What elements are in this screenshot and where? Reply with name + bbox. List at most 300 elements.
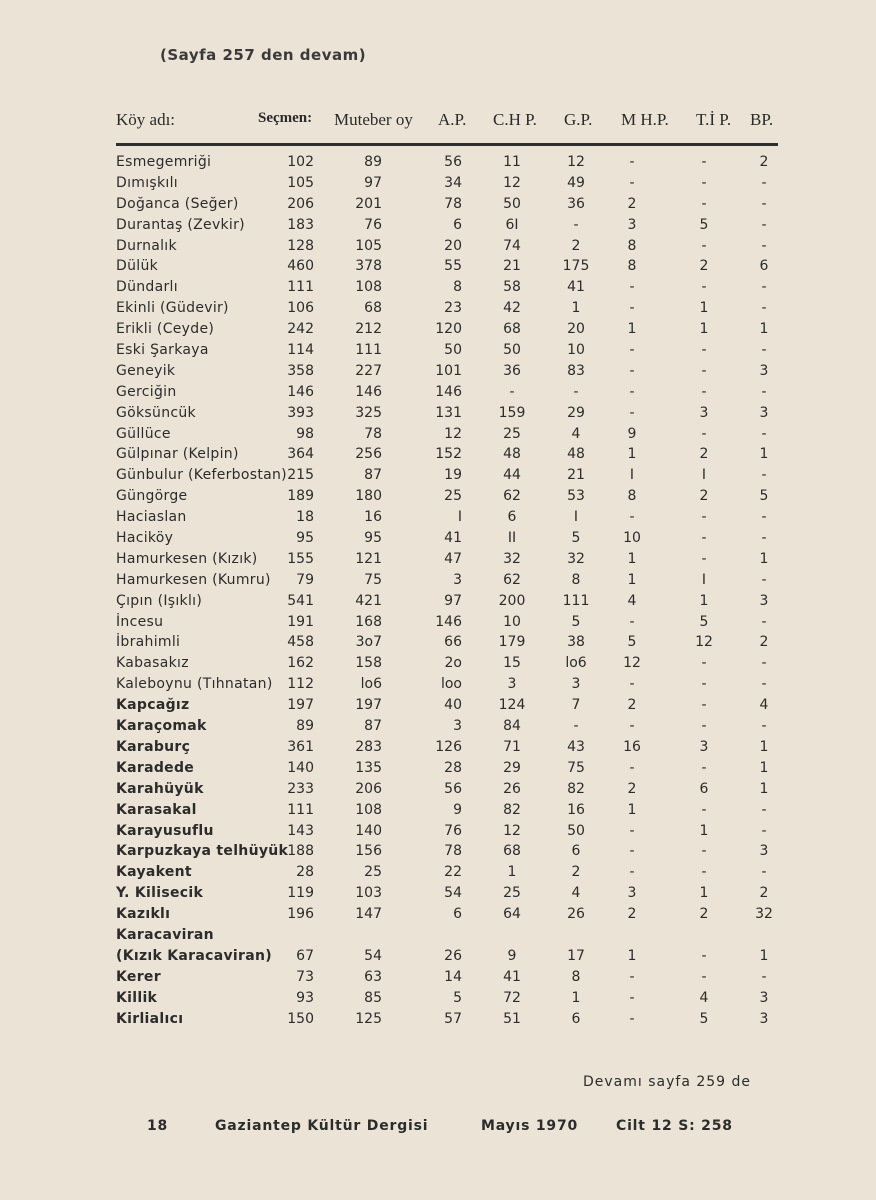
- cell-valid-votes: 108: [355, 801, 382, 818]
- table-row: [0, 361, 876, 382]
- cell-ap: 76: [444, 822, 462, 839]
- cell-gp: 2: [571, 237, 581, 254]
- cell-gp: 6: [571, 843, 581, 860]
- cell-gp: 2: [571, 864, 581, 881]
- village-name: Erikli (Ceyde): [116, 321, 215, 338]
- table-row: [0, 904, 876, 925]
- cell-tip: 1: [699, 321, 709, 338]
- cell-chp: -: [509, 383, 515, 400]
- cell-voters: 98: [296, 425, 314, 442]
- table-row: [0, 862, 876, 883]
- cell-mhp: -: [629, 759, 635, 776]
- cell-mhp: -: [629, 989, 635, 1006]
- cell-voters: 393: [287, 404, 314, 421]
- cell-bp: -: [761, 676, 767, 693]
- cell-mhp: 3: [627, 885, 637, 902]
- cell-ap: 6: [453, 906, 462, 923]
- cell-chp: 3: [507, 676, 517, 693]
- cell-ap: 20: [444, 237, 462, 254]
- cell-mhp: I: [629, 467, 635, 484]
- cell-bp: 5: [759, 488, 769, 505]
- cell-tip: -: [701, 154, 707, 170]
- cell-valid-votes: 140: [355, 822, 382, 839]
- cell-ap: 12: [444, 425, 462, 442]
- cell-gp: -: [573, 383, 579, 400]
- cell-mhp: -: [629, 613, 635, 630]
- cell-chp: 51: [503, 1010, 521, 1027]
- cell-tip: 2: [699, 258, 709, 275]
- cell-mhp: 8: [627, 237, 637, 254]
- header-tip: T.İ P.: [696, 110, 732, 129]
- village-name: Kapcağız: [116, 697, 190, 714]
- cell-ap: 19: [444, 467, 462, 484]
- cell-ap: 126: [435, 738, 462, 755]
- cell-mhp: 8: [627, 258, 637, 275]
- cell-bp: -: [761, 195, 767, 212]
- village-name: Karayusuflu: [116, 822, 214, 839]
- cell-bp: 1: [759, 550, 769, 567]
- header-ap: A.P.: [438, 110, 467, 129]
- cell-voters: 111: [287, 801, 314, 818]
- cell-gp: 49: [567, 174, 585, 191]
- cell-chp: 6: [507, 509, 517, 526]
- cell-chp: 71: [503, 738, 521, 755]
- cell-gp: 1: [571, 989, 581, 1006]
- cell-gp: 83: [567, 362, 585, 379]
- cell-bp: 3: [759, 362, 769, 379]
- cell-mhp: -: [629, 342, 635, 359]
- cell-voters: 18: [296, 509, 314, 526]
- cell-chp: 74: [503, 237, 521, 254]
- cell-voters: 191: [287, 613, 314, 630]
- cell-gp: 7: [571, 697, 581, 714]
- table-row: [0, 277, 876, 298]
- table-row: [0, 883, 876, 904]
- cell-gp: 8: [571, 968, 581, 985]
- cell-bp: 3: [759, 592, 769, 609]
- cell-valid-votes: 135: [355, 759, 382, 776]
- cell-voters: 28: [296, 864, 314, 881]
- cell-mhp: 1: [627, 321, 637, 338]
- cell-mhp: 1: [627, 571, 637, 588]
- cell-bp: -: [761, 530, 767, 547]
- cell-ap: 22: [444, 864, 462, 881]
- cell-bp: 1: [759, 738, 769, 755]
- cell-tip: -: [701, 195, 707, 212]
- cell-gp: 20: [567, 321, 585, 338]
- cell-chp: 44: [503, 467, 521, 484]
- cell-ap: 78: [444, 195, 462, 212]
- cell-tip: -: [701, 655, 707, 672]
- cell-tip: -: [701, 697, 707, 714]
- cell-tip: 4: [699, 989, 709, 1006]
- cell-voters: 102: [287, 154, 314, 170]
- cell-ap: 55: [444, 258, 462, 275]
- table-row: [0, 570, 876, 591]
- cell-gp: 21: [567, 467, 585, 484]
- village-name: Eski Şarkaya: [116, 342, 209, 359]
- cell-chp: 68: [503, 843, 521, 860]
- cell-gp: 50: [567, 822, 585, 839]
- village-name: Hamurkesen (Kızık): [116, 550, 258, 567]
- village-name: Dündarlı: [116, 279, 178, 296]
- cell-voters: 364: [287, 446, 314, 463]
- table-row: [0, 152, 876, 173]
- table-row: [0, 1009, 876, 1030]
- volume-info: Cilt 12 S: 258: [616, 1118, 733, 1134]
- cell-ap: 9: [453, 801, 462, 818]
- cell-bp: 3: [759, 989, 769, 1006]
- table-row: [0, 779, 876, 800]
- cell-chp: 200: [498, 592, 526, 609]
- cell-tip: -: [701, 362, 707, 379]
- cell-valid-votes: 95: [364, 530, 382, 547]
- cell-chp: 50: [503, 195, 521, 212]
- cell-chp: 68: [503, 321, 521, 338]
- cell-valid-votes: lo6: [360, 676, 382, 693]
- cell-gp: 4: [571, 425, 581, 442]
- cell-gp: 48: [567, 446, 585, 463]
- cell-voters: 458: [287, 634, 314, 651]
- cell-mhp: -: [629, 864, 635, 881]
- cell-ap: 101: [435, 362, 462, 379]
- cell-mhp: 2: [627, 195, 637, 212]
- cell-tip: -: [701, 342, 707, 359]
- cell-gp: 41: [567, 279, 585, 296]
- cell-valid-votes: 105: [355, 237, 382, 254]
- cell-gp: 36: [567, 195, 585, 212]
- cell-valid-votes: 147: [355, 906, 382, 923]
- cell-valid-votes: 108: [355, 279, 382, 296]
- cell-tip: I: [701, 467, 707, 484]
- cell-valid-votes: 76: [364, 216, 382, 233]
- cell-valid-votes: 111: [355, 342, 382, 359]
- cell-mhp: 4: [627, 592, 637, 609]
- cell-mhp: -: [629, 174, 635, 191]
- cell-voters: 233: [287, 780, 314, 797]
- table-row: [0, 653, 876, 674]
- cell-voters: 215: [287, 467, 314, 484]
- cell-mhp: 10: [623, 530, 641, 547]
- cell-tip: -: [701, 383, 707, 400]
- cell-ap: 5: [453, 989, 462, 1006]
- village-name: İncesu: [116, 613, 164, 630]
- cell-tip: -: [701, 425, 707, 442]
- cell-tip: -: [701, 718, 707, 735]
- cell-bp: -: [761, 571, 767, 588]
- cell-tip: 5: [699, 216, 709, 233]
- cell-gp: I: [573, 509, 579, 526]
- header-rule: [116, 143, 778, 146]
- village-name: Kazıklı: [116, 906, 171, 923]
- cell-chp: 25: [503, 425, 521, 442]
- cell-valid-votes: 68: [364, 300, 382, 317]
- cell-bp: -: [761, 822, 767, 839]
- cell-bp: 1: [759, 321, 769, 338]
- table-row: [0, 486, 876, 507]
- cell-gp: 1: [571, 300, 581, 317]
- village-name: Kirlialıcı: [116, 1010, 184, 1027]
- table-row: [0, 674, 876, 695]
- table-row: [0, 695, 876, 716]
- cell-ap: 3: [453, 571, 462, 588]
- cell-bp: 1: [759, 780, 769, 797]
- table-row: [0, 319, 876, 340]
- cell-valid-votes: 25: [364, 864, 382, 881]
- cell-valid-votes: 103: [355, 885, 382, 902]
- cell-gp: 29: [567, 404, 585, 421]
- village-name: Kaleboynu (Tıhnatan): [116, 676, 273, 693]
- village-name: Karpuzkaya telhüyük: [116, 843, 289, 860]
- cell-bp: 32: [755, 906, 773, 923]
- cell-mhp: -: [629, 822, 635, 839]
- journal-title: Gaziantep Kültür Dergisi: [215, 1118, 429, 1134]
- cell-ap: 78: [444, 843, 462, 860]
- cell-tip: -: [701, 947, 707, 964]
- cell-tip: -: [701, 968, 707, 985]
- table-row: [0, 173, 876, 194]
- cell-bp: -: [761, 968, 767, 985]
- cell-valid-votes: 158: [355, 655, 382, 672]
- header-voters: Seçmen:: [258, 110, 313, 126]
- cell-bp: 4: [759, 697, 769, 714]
- cell-valid-votes: 283: [355, 738, 382, 755]
- cell-gp: 175: [562, 258, 590, 275]
- cell-chp: 12: [503, 174, 521, 191]
- cell-tip: I: [701, 571, 707, 588]
- village-name: Haciköy: [116, 530, 174, 547]
- cell-gp: -: [573, 216, 579, 233]
- cell-ap: 97: [444, 592, 462, 609]
- cell-bp: -: [761, 509, 767, 526]
- cell-mhp: 8: [627, 488, 637, 505]
- village-name: Durnalık: [116, 237, 177, 254]
- table-row: [0, 821, 876, 842]
- cell-mhp: -: [629, 300, 635, 317]
- cell-gp: 75: [567, 759, 585, 776]
- village-name: Kabasakız: [116, 655, 189, 672]
- cell-ap: 57: [444, 1010, 462, 1027]
- cell-mhp: -: [629, 1010, 635, 1027]
- cell-voters: 541: [287, 592, 314, 609]
- cell-ap: I: [457, 509, 462, 526]
- cell-gp: 43: [567, 738, 585, 755]
- cell-tip: -: [701, 864, 707, 881]
- table-row: [0, 340, 876, 361]
- village-name: Güngörge: [116, 488, 188, 505]
- cell-voters: 162: [287, 655, 314, 672]
- cell-mhp: -: [629, 279, 635, 296]
- cell-voters: 358: [287, 362, 314, 379]
- village-name: Karaburç: [116, 738, 191, 755]
- cell-ap: 152: [435, 446, 462, 463]
- cell-bp: 2: [759, 634, 769, 651]
- cell-voters: 73: [296, 968, 314, 985]
- cell-mhp: -: [629, 509, 635, 526]
- cell-gp: 53: [567, 488, 585, 505]
- cell-valid-votes: 63: [364, 968, 382, 985]
- cell-voters: 242: [287, 321, 314, 338]
- cell-valid-votes: 180: [355, 488, 382, 505]
- cell-valid-votes: 87: [364, 467, 382, 484]
- village-name: Ekinli (Güdevir): [116, 300, 229, 317]
- cell-bp: -: [761, 342, 767, 359]
- village-name: Kayakent: [116, 864, 192, 881]
- village-name: (Kızık Karacaviran): [116, 947, 272, 964]
- cell-voters: 143: [287, 822, 314, 839]
- cell-gp: 3: [571, 676, 581, 693]
- village-name: Hamurkesen (Kumru): [116, 571, 271, 588]
- village-name: Gülpınar (Kelpin): [116, 446, 239, 463]
- table-row: [0, 194, 876, 215]
- cell-ap: 28: [444, 759, 462, 776]
- cell-chp: 11: [503, 154, 521, 170]
- table-row: [0, 967, 876, 988]
- cell-bp: -: [761, 383, 767, 400]
- cell-ap: 66: [444, 634, 462, 651]
- cell-tip: -: [701, 237, 707, 254]
- cell-ap: 6: [453, 216, 462, 233]
- cell-valid-votes: 421: [355, 592, 382, 609]
- cell-mhp: -: [629, 676, 635, 693]
- cell-gp: 10: [567, 342, 585, 359]
- village-name: Karasakal: [116, 801, 197, 818]
- cell-voters: 67: [296, 947, 314, 964]
- cell-tip: -: [701, 843, 707, 860]
- cell-valid-votes: 256: [355, 446, 382, 463]
- cell-chp: 72: [503, 989, 521, 1006]
- village-name: Geneyik: [116, 362, 176, 379]
- cell-gp: 26: [567, 906, 585, 923]
- cell-gp: 4: [571, 885, 581, 902]
- village-name: Kerer: [116, 968, 161, 985]
- cell-voters: 150: [287, 1010, 314, 1027]
- cell-voters: 93: [296, 989, 314, 1006]
- cell-tip: 12: [695, 634, 713, 651]
- cell-tip: -: [701, 509, 707, 526]
- cell-gp: 5: [571, 613, 581, 630]
- continued-to-note: Devamı sayfa 259 de: [583, 1074, 752, 1090]
- cell-mhp: -: [629, 843, 635, 860]
- cell-bp: -: [761, 801, 767, 818]
- cell-tip: 1: [699, 592, 709, 609]
- cell-ap: 8: [453, 279, 462, 296]
- cell-tip: 2: [699, 488, 709, 505]
- cell-mhp: 1: [627, 550, 637, 567]
- cell-gp: 12: [567, 154, 585, 170]
- cell-chp: 58: [503, 279, 521, 296]
- cell-bp: -: [761, 237, 767, 254]
- cell-tip: 6: [699, 780, 709, 797]
- cell-ap: 56: [444, 154, 462, 170]
- village-name: Dımışkılı: [116, 174, 178, 191]
- cell-mhp: -: [629, 404, 635, 421]
- table-row: [0, 800, 876, 821]
- header-mhp: M H.P.: [621, 110, 669, 129]
- cell-ap: 23: [444, 300, 462, 317]
- cell-voters: 189: [287, 488, 314, 505]
- cell-tip: -: [701, 530, 707, 547]
- cell-mhp: 9: [627, 425, 637, 442]
- cell-voters: 79: [296, 571, 314, 588]
- cell-bp: 2: [759, 885, 769, 902]
- cell-ap: 34: [444, 174, 462, 191]
- table-row: [0, 716, 876, 737]
- cell-gp: 38: [567, 634, 585, 651]
- cell-chp: 15: [503, 655, 521, 672]
- table-row: [0, 737, 876, 758]
- village-name: Durantaş (Zevkir): [116, 216, 245, 233]
- cell-valid-votes: 85: [364, 989, 382, 1006]
- cell-tip: -: [701, 676, 707, 693]
- cell-gp: 16: [567, 801, 585, 818]
- cell-valid-votes: 16: [364, 509, 382, 526]
- cell-chp: 9: [507, 947, 517, 964]
- cell-voters: 196: [287, 906, 314, 923]
- cell-mhp: 12: [623, 655, 641, 672]
- cell-valid-votes: 54: [364, 947, 382, 964]
- cell-tip: 1: [699, 822, 709, 839]
- issue-date: Mayıs 1970: [481, 1118, 579, 1134]
- cell-ap: 25: [444, 488, 462, 505]
- cell-chp: 179: [498, 634, 526, 651]
- cell-chp: 124: [498, 697, 526, 714]
- cell-valid-votes: 201: [355, 195, 382, 212]
- cell-ap: 14: [444, 968, 462, 985]
- cell-gp: 32: [567, 550, 585, 567]
- cell-chp: 36: [503, 362, 521, 379]
- cell-mhp: -: [629, 968, 635, 985]
- cell-bp: 1: [759, 759, 769, 776]
- cell-bp: -: [761, 216, 767, 233]
- table-row: [0, 215, 876, 236]
- cell-tip: -: [701, 550, 707, 567]
- cell-ap: 131: [435, 404, 462, 421]
- cell-voters: 146: [287, 383, 314, 400]
- cell-chp: 41: [503, 968, 521, 985]
- table-row: [0, 632, 876, 653]
- cell-valid-votes: 325: [355, 404, 382, 421]
- cell-mhp: 1: [627, 446, 637, 463]
- cell-tip: 5: [699, 1010, 709, 1027]
- cell-valid-votes: 197: [355, 697, 382, 714]
- village-name: Güllüce: [116, 425, 171, 442]
- cell-gp: 6: [571, 1010, 581, 1027]
- cell-gp: -: [573, 718, 579, 735]
- cell-voters: 111: [287, 279, 314, 296]
- cell-chp: 21: [503, 258, 521, 275]
- cell-bp: 3: [759, 843, 769, 860]
- cell-valid-votes: 212: [355, 321, 382, 338]
- village-name: İbrahimli: [116, 634, 181, 651]
- cell-tip: 3: [699, 738, 709, 755]
- cell-ap: 3: [453, 718, 462, 735]
- cell-valid-votes: 3o7: [355, 634, 382, 651]
- table-header: [0, 110, 876, 136]
- cell-mhp: 5: [627, 634, 637, 651]
- cell-chp: 159: [498, 404, 526, 421]
- cell-ap: 54: [444, 885, 462, 902]
- table-row: [0, 612, 876, 633]
- cell-bp: -: [761, 279, 767, 296]
- cell-valid-votes: 75: [364, 571, 382, 588]
- cell-mhp: 16: [623, 738, 641, 755]
- table-row: [0, 298, 876, 319]
- cell-chp: 26: [503, 780, 521, 797]
- cell-tip: 3: [699, 404, 709, 421]
- cell-chp: 25: [503, 885, 521, 902]
- cell-gp: 111: [562, 592, 590, 609]
